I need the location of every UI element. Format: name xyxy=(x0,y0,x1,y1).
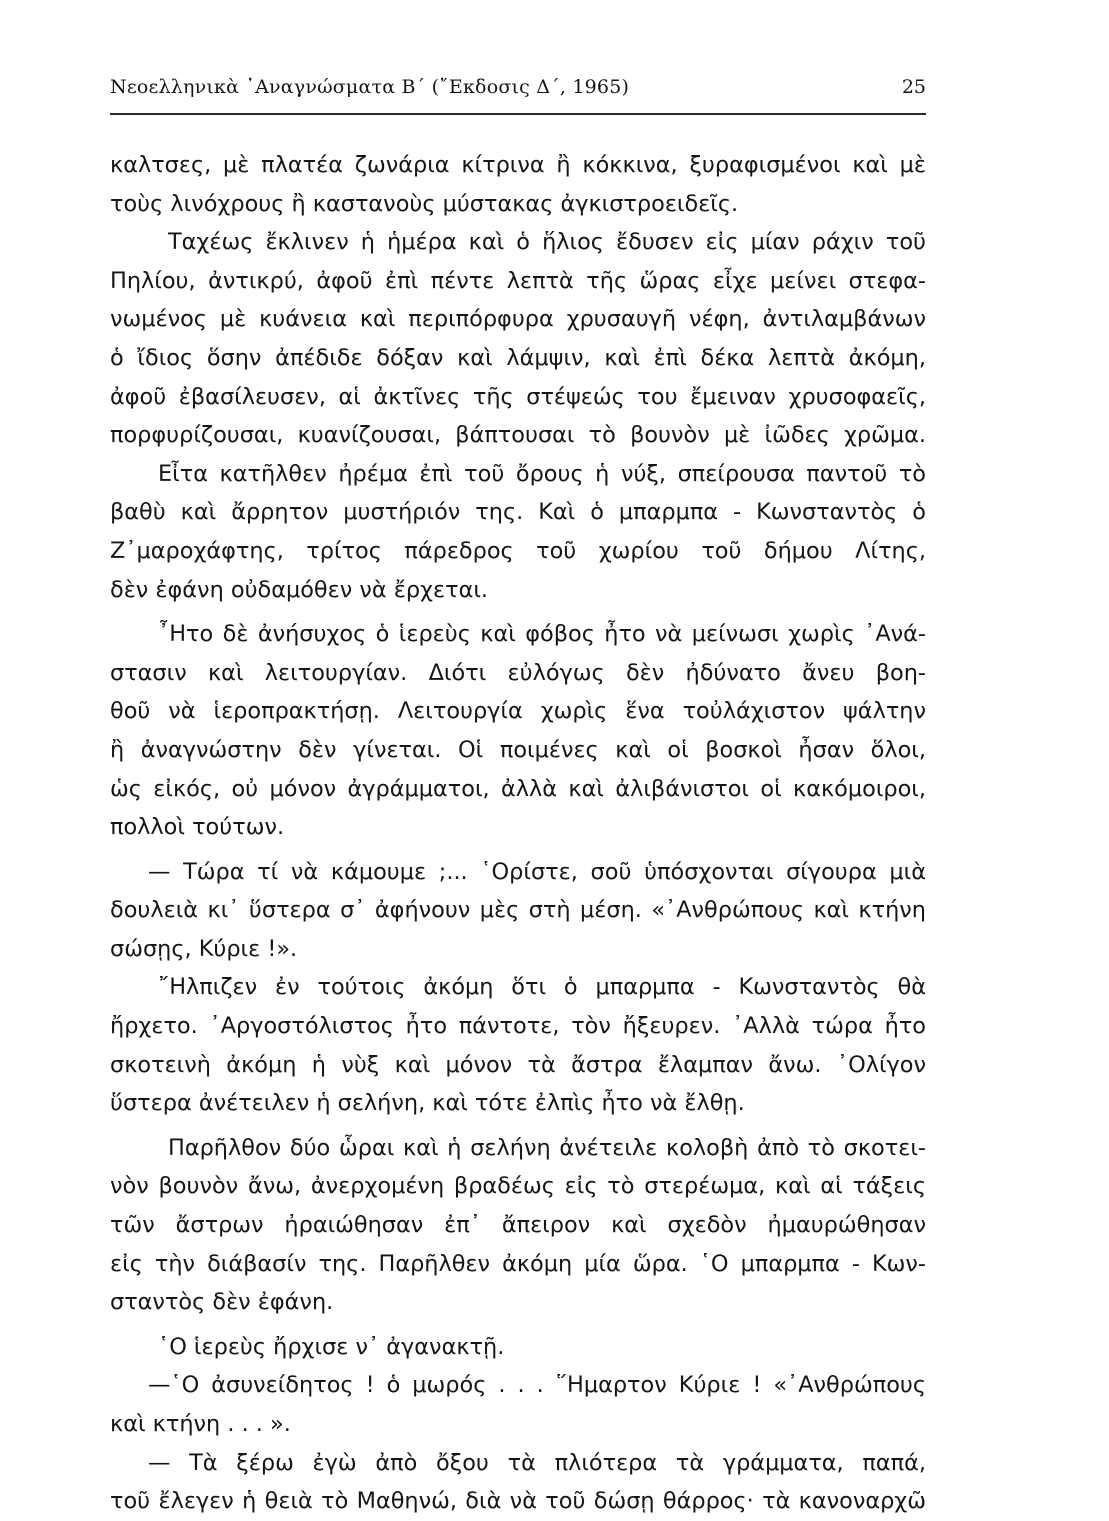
text-line: τοὺς λινόχρους ἢ καστανοὺς μύστακας ἀγκιστροειδεῖς. xyxy=(110,190,739,217)
text-line: —῾Ο ἀσυνείδητος ! ὁ μωρός . . . ῞Ημαρτον Κύριε ! «᾿Ανθρώπους xyxy=(148,1372,926,1399)
text-line: νωμένος μὲ κυάνεια καὶ περιπόρφυρα χρυσαυγῆ νέφη, ἀντιλαμβάνων xyxy=(110,306,926,333)
text-line: ῏Ητο δὲ ἀνήσυχος ὁ ἱερεὺς καὶ φόβος ἦτο νὰ μείνωσι χωρὶς ᾿Ανά- xyxy=(158,621,926,648)
text-line: Ζ᾿μαροχάφτης, τρίτος πάρεδρος τοῦ χωρίου τοῦ δήμου Λίτης, xyxy=(110,537,926,564)
text-line: δουλειὰ κι᾿ ὕστερα σ᾿ ἀφήνουν μὲς στὴ μέση. «᾿Ανθρώπους καὶ κτήνη xyxy=(110,897,926,924)
text-line: νὸν βουνὸν ἄνω, ἀνερχομένη βραδέως εἰς τὸ στερέωμα, καὶ αἱ τάξεις xyxy=(110,1173,926,1200)
text-line: ῾Ο ἱερεὺς ἤρχισε ν᾿ ἀγανακτῇ. xyxy=(158,1333,505,1360)
running-header xyxy=(110,76,926,106)
text-line: καὶ κτήνη . . . ». xyxy=(110,1411,291,1437)
text-line: ῎Ηλπιζεν ἐν τούτοις ἀκόμη ὅτι ὁ μπαρμπα - Κωνσταντὸς θὰ xyxy=(158,974,926,1001)
text-line: ὡς εἰκός, οὐ μόνον ἀγράμματοι, ἀλλὰ καὶ ἀλιβάνιστοι οἱ κακόμοιροι, xyxy=(110,775,926,802)
body-text xyxy=(110,146,926,1521)
page-number: 25 xyxy=(901,76,926,98)
text-line: θοῦ νὰ ἱεροπρακτήσῃ. Λειτουργία χωρὶς ἕνα τοὐλάχιστον ψάλτην xyxy=(110,698,926,725)
header-rule xyxy=(110,113,926,115)
text-line: Εἶτα κατῆλθεν ἠρέμα ἐπὶ τοῦ ὄρους ἡ νύξ, σπείρουσα παντοῦ τὸ xyxy=(158,460,926,487)
text-line: — Τώρα τί νὰ κάμουμε ;... ῾Ορίστε, σοῦ ὑπόσχονται σίγουρα μιὰ xyxy=(148,858,926,885)
text-line: Παρῆλθον δύο ὧραι καὶ ἡ σελήνη ἀνέτειλε κολοβὴ ἀπὸ τὸ σκοτει- xyxy=(168,1134,926,1161)
text-line: σταντὸς δὲν ἐφάνη. xyxy=(110,1289,334,1316)
text-line: ἢ ἀναγνώστην δὲν γίνεται. Οἱ ποιμένες καὶ οἱ βοσκοὶ ἦσαν ὅλοι, xyxy=(110,736,926,763)
text-line: ἀφοῦ ἐβασίλευσεν, αἱ ἀκτῖνες τῆς στέψεώς του ἔμειναν χρυσοφαεῖς, xyxy=(110,383,926,410)
text-line: πολλοὶ τούτων. xyxy=(110,814,285,841)
text-line: καλτσες, μὲ πλατέα ζωνάρια κίτρινα ἢ κόκκινα, ξυραφισμένοι καὶ μὲ xyxy=(110,152,926,178)
text-line: — Τὰ ξέρω ἐγὼ ἀπὸ ὄξου τὰ πλιότερα τὰ γράμματα, παπά, xyxy=(148,1449,926,1476)
header-title: Νεοελληνικὰ ᾿Αναγνώσματα Β΄ (῎Εκδοσις Δ΄, 1965) xyxy=(110,76,630,98)
text-line: δὲν ἐφάνη οὐδαμόθεν νὰ ἔρχεται. xyxy=(110,576,489,603)
text-line: πορφυρίζουσαι, κυανίζουσαι, βάπτουσαι τὸ βουνὸν μὲ ἰῶδες χρῶμα. xyxy=(110,422,926,449)
text-line: σώσῃς, Κύριε !». xyxy=(110,935,298,962)
text-line: βαθὺ καὶ ἄρρητον μυστήριόν της. Καὶ ὁ μπαρμπα - Κωνσταντὸς ὁ xyxy=(110,499,926,526)
text-line: τοῦ ἔλεγεν ἡ θειὰ τὸ Μαθηνώ, διὰ νὰ τοῦ δώσῃ θάρρος· τὰ κανοναρχῶ xyxy=(110,1488,926,1515)
text-line: ἤρχετο. ᾿Αργοστόλιστος ἦτο πάντοτε, τὸν ἤξευρεν. ᾿Αλλὰ τώρα ἦτο xyxy=(110,1013,926,1040)
text-line: ὁ ἴδιος ὅσην ἀπέδιδε δόξαν καὶ λάμψιν, καὶ ἐπὶ δέκα λεπτὰ ἀκόμη, xyxy=(110,344,926,371)
text-line: σκοτεινὴ ἀκόμη ἡ νὺξ καὶ μόνον τὰ ἄστρα ἔλαμπαν ἄνω. ᾿Ολίγον xyxy=(110,1051,926,1078)
text-line: Πηλίου, ἀντικρύ, ἀφοῦ ἐπὶ πέντε λεπτὰ τῆς ὥρας εἶχε μείνει στεφα- xyxy=(110,267,926,294)
text-line: Ταχέως ἔκλινεν ἡ ἡμέρα καὶ ὁ ἥλιος ἔδυσεν εἰς μίαν ράχιν τοῦ xyxy=(168,229,926,256)
text-line: ὕστερα ἀνέτειλεν ἡ σελήνη, καὶ τότε ἐλπὶς ἦτο νὰ ἔλθῃ. xyxy=(110,1090,745,1117)
text-line: στασιν καὶ λειτουργίαν. Διότι εὐλόγως δὲν ἠδύνατο ἄνευ βοη- xyxy=(110,659,926,686)
text-line: τῶν ἄστρων ἠραιώθησαν ἐπ᾿ ἄπειρον καὶ σχεδὸν ἠμαυρώθησαν xyxy=(110,1212,926,1239)
text-line: εἰς τὴν διάβασίν της. Παρῆλθεν ἀκόμη μία ὥρα. ῾Ο μπαρμπα - Κων- xyxy=(110,1250,926,1277)
